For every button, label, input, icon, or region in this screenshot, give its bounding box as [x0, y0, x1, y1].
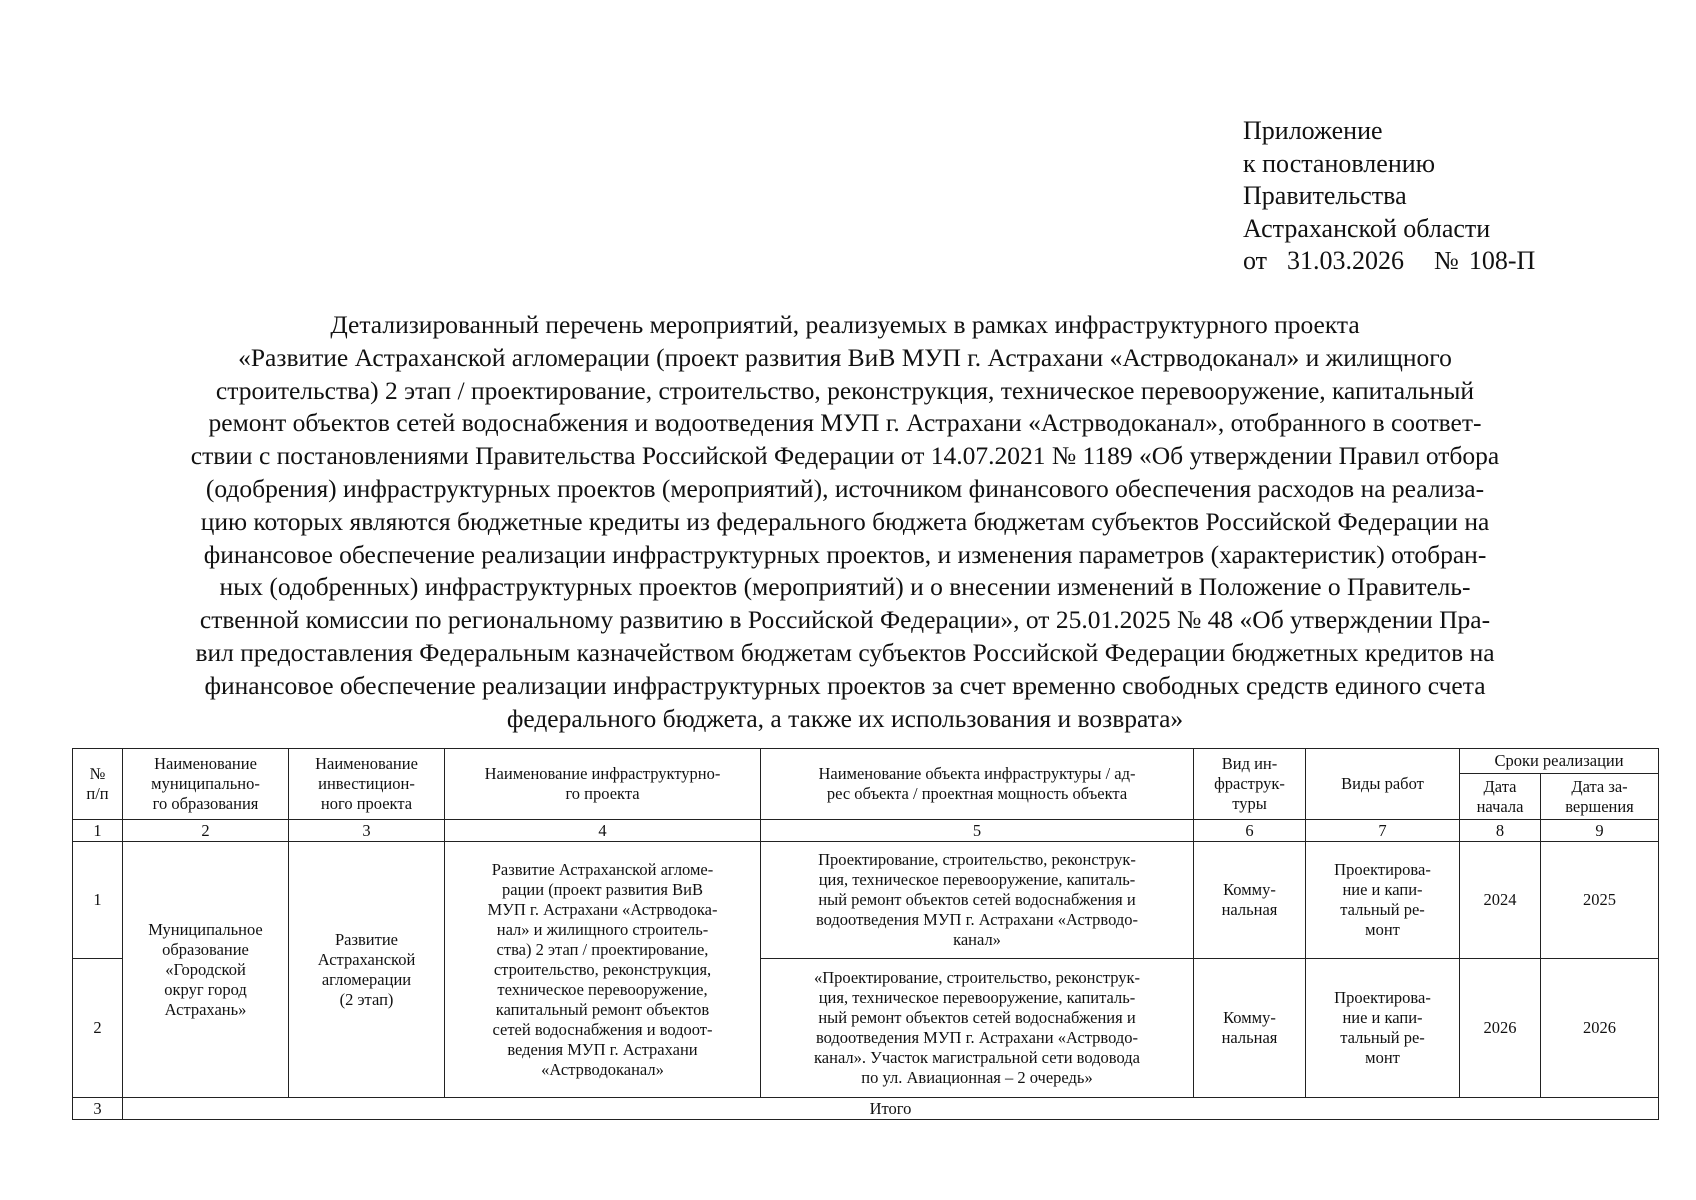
header-cell-start-date: Дата начала: [1460, 774, 1541, 820]
title-line: цию которых являются бюджетные кредиты из федерального бюджета бюджетам субъектов Российской Федерации на: [200, 506, 1490, 536]
appendix-line-3: Правительства: [1243, 181, 1407, 210]
header-cell-investment-project: Наименование инвестицион- ного проекта: [289, 749, 445, 820]
document-number: 108-П: [1468, 246, 1536, 275]
column-index: 2: [123, 820, 289, 842]
infrastructure-object-cell: Проектирование, строительство, реконструк- ция, техническое перевооружение, капиталь- ный ремонт объектов сетей водоснабжения и водоотведения МУП г. Астрахани «Астрводо- канал»: [761, 842, 1194, 959]
header-cell-infrastructure-type: Вид ин- фраструк- туры: [1194, 749, 1306, 820]
number-sign: №: [1434, 246, 1459, 275]
header-cell-municipality: Наименование муниципально- го образования: [123, 749, 289, 820]
row-number: 3: [73, 1098, 123, 1120]
appendix-line-1: Приложение: [1243, 116, 1383, 145]
column-index: 9: [1541, 820, 1659, 842]
column-index: 5: [761, 820, 1194, 842]
investment-project-cell: Развитие Астраханской агломерации (2 этап): [289, 842, 445, 1098]
title-line: федерального бюджета, а также их использования и возврата»: [506, 703, 1184, 733]
title-line: «Развитие Астраханской агломерации (проект развития ВиВ МУП г. Астрахани «Астрводоканал» и жилищного: [238, 342, 1452, 372]
title-line: ремонт объектов сетей водоснабжения и водоотведения МУП г. Астрахани «Астрводоканал», отобранного в соответ-: [208, 408, 1482, 438]
appendix-block: [1243, 115, 1535, 278]
title-line: Детализированный перечень мероприятий, реализуемых в рамках инфраструктурного проекта: [330, 310, 1360, 339]
column-index-row: [73, 820, 1659, 842]
title-line: строительства) 2 этап / проектирование, строительство, реконструкция, техническое перевооружение, капитальный: [215, 375, 1475, 405]
column-index: 8: [1460, 820, 1541, 842]
row-number: 2: [73, 959, 123, 1098]
document-date: 31.03.2026: [1287, 246, 1405, 275]
municipality-cell: Муниципальное образование «Городской округ город Астрахань»: [123, 842, 289, 1098]
column-index: 4: [445, 820, 761, 842]
infrastructure-type-cell: Комму- нальная: [1194, 842, 1306, 959]
title-line: ных (одобренных) инфраструктурных проектов (мероприятий) и о внесении изменений в Положение о Правитель-: [219, 572, 1471, 602]
title-line: ственной комиссии по региональному развитию в Российской Федерации», от 25.01.2025 № 48 «Об утверждении Пра-: [199, 605, 1491, 635]
header-cell-infrastructure-object: Наименование объекта инфраструктуры / ад- рес объекта / проектная мощность объекта: [761, 749, 1194, 820]
work-types-cell: Проектирова- ние и капи- тальный ре- монт: [1306, 842, 1460, 959]
measures-table: [72, 748, 1659, 1120]
header-row: [73, 749, 1659, 774]
header-cell-end-date: Дата за- вершения: [1541, 774, 1659, 820]
appendix-line-4: Астраханской области: [1243, 213, 1491, 243]
table-row: [73, 842, 1659, 959]
start-date-cell: 2024: [1460, 842, 1541, 959]
start-date-cell: 2026: [1460, 959, 1541, 1098]
appendix-date-line: [1243, 245, 1535, 278]
title-line: финансовое обеспечение реализации инфраструктурных проектов, и изменения параметров (характеристик) отобран-: [203, 539, 1487, 569]
header-cell-work-types: Виды работ: [1306, 749, 1460, 820]
header-cell-number: № п/п: [73, 749, 123, 820]
column-index: 6: [1194, 820, 1306, 842]
work-types-cell: Проектирова- ние и капи- тальный ре- монт: [1306, 959, 1460, 1098]
title-line: (одобрения) инфраструктурных проектов (мероприятий), источником финансового обеспечения расходов на реализа-: [205, 473, 1485, 503]
end-date-cell: 2026: [1541, 959, 1659, 1098]
column-index: 3: [289, 820, 445, 842]
total-label: Итого: [123, 1098, 1659, 1120]
appendix-line-2: к постановлению: [1243, 148, 1436, 178]
date-prefix: от: [1243, 246, 1268, 275]
infrastructure-project-cell: Развитие Астраханской агломе- рации (проект развития ВиВ МУП г. Астрахани «Астрводока- нал» и жилищного строитель- ства) 2 этап / проектирование, строительство, реконструкция, техническое перевооружение, капитальный ремонт объектов сетей водоснабжения и водоот- ведения МУП г. Астрахани «Астрводоканал»: [445, 842, 761, 1098]
header-cell-implementation-period: Сроки реализации: [1460, 749, 1659, 774]
title-line: ствии с постановлениями Правительства Российской Федерации от 14.07.2021 № 1189 «Об утверждении Правил отбора: [190, 441, 1500, 471]
header-cell-infrastructure-project: Наименование инфраструктурно- го проекта: [445, 749, 761, 820]
title-line: вил предоставления Федеральным казначейством бюджетам субъектов Российской Федерации бюджетных кредитов на: [195, 637, 1495, 667]
column-index: 1: [73, 820, 123, 842]
row-number: 1: [73, 842, 123, 959]
column-index: 7: [1306, 820, 1460, 842]
infrastructure-type-cell: Комму- нальная: [1194, 959, 1306, 1098]
total-row: [73, 1098, 1659, 1120]
infrastructure-object-cell: «Проектирование, строительство, реконструк- ция, техническое перевооружение, капиталь- ный ремонт объектов сетей водоснабжения и водоотведения МУП г. Астрахани «Астрводо- канал». Участок магистральной сети водовода по ул. Авиационная – 2 очередь»: [761, 959, 1194, 1098]
title-line: финансовое обеспечение реализации инфраструктурных проектов за счет временно свободных средств единого счета: [204, 670, 1486, 700]
document-title: [60, 309, 1630, 735]
end-date-cell: 2025: [1541, 842, 1659, 959]
